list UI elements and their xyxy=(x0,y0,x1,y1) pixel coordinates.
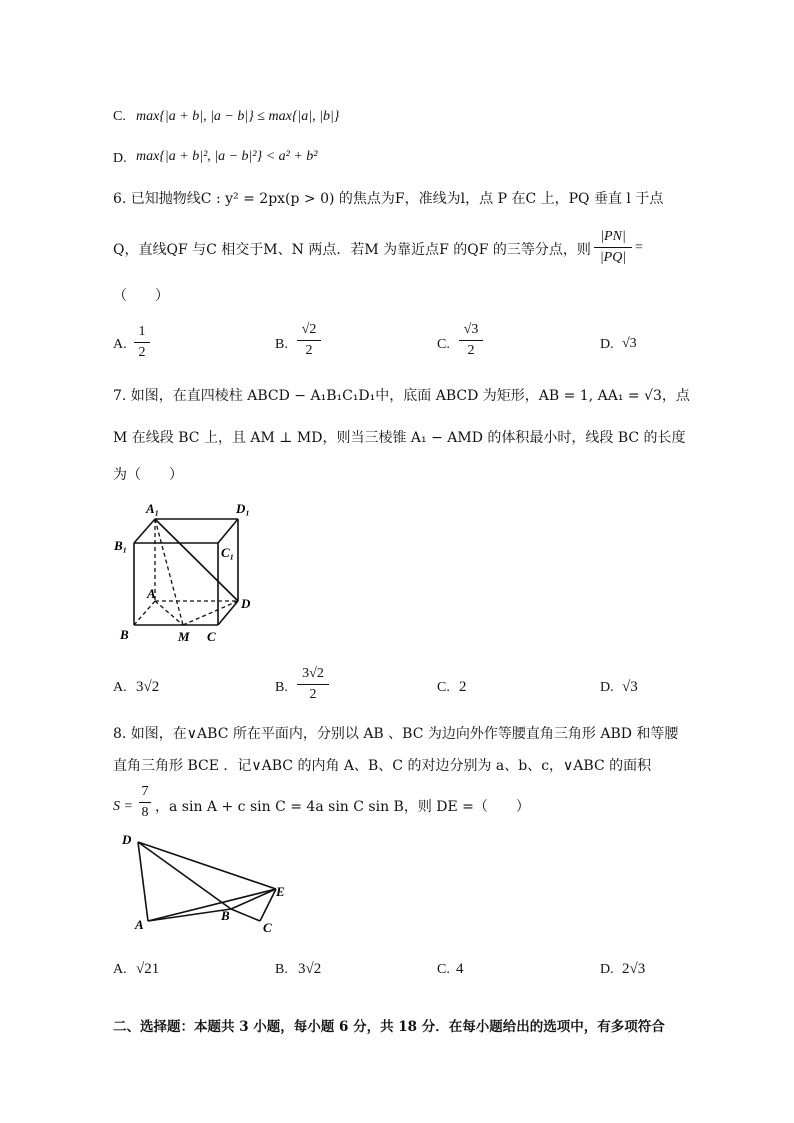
q8-stem-line2: 直角三角形 BCE ．记∨ABC 的内角 A、B、C 的对边分别为 a、b、c，∨ABC 的面积 xyxy=(113,758,652,774)
q7-optC-value: 2 xyxy=(459,679,467,695)
q8-area-num: 7 xyxy=(141,784,149,799)
q7-optA-letter: A. xyxy=(113,680,127,695)
q6-optB-letter: B. xyxy=(275,337,288,352)
q6-optC-fraction xyxy=(459,323,483,358)
q8-optA-letter: A. xyxy=(113,962,127,977)
q7-optB-num: 3√2 xyxy=(302,666,324,681)
q6-optD-value: √3 xyxy=(622,336,637,351)
q6-stem-line2: Q，直线QF 与C 相交于M、N 两点．若M 为靠近点F 的QF 的三等分点，则 xyxy=(113,242,591,258)
q6-answer-paren: （ ） xyxy=(113,288,169,304)
q7-stem-line1: 7. 如图，在直四棱柱 ABCD − A₁B₁C₁D₁中，底面 ABCD 为矩形，AB = 1, AA₁ = √3，点 xyxy=(113,388,690,404)
q6-optB-num: √2 xyxy=(301,322,317,337)
q5-optC-expression: max{|a + b|, |a − b|} ≤ max{|a|, |b|} xyxy=(136,109,340,124)
q5-optD-letter: D. xyxy=(113,151,127,166)
q8-optC-letter: C. xyxy=(437,962,450,977)
q8-area-fraction xyxy=(139,785,151,820)
q6-optA-letter: A. xyxy=(113,337,127,352)
q6-ratio-denominator: |PQ| xyxy=(599,250,627,265)
q7-prism-figure xyxy=(108,496,268,646)
q8-label-C: C xyxy=(263,920,272,935)
q7-stem-line3: 为（ ） xyxy=(113,467,183,483)
q8-optD-letter: D. xyxy=(600,962,614,977)
q6-optC-letter: C. xyxy=(437,337,450,352)
q7-stem-line2: M 在线段 BC 上，且 AM ⊥ MD，则当三棱锥 A₁ − AMD 的体积最小时，线段 BC 的长度 xyxy=(113,430,686,446)
q6-optA-den: 2 xyxy=(138,345,146,360)
q7-optC-letter: C. xyxy=(437,680,450,695)
q6-optA-fraction xyxy=(134,325,150,360)
q7-label-A1: A₁ xyxy=(146,501,160,516)
q7-label-M: M xyxy=(178,629,190,644)
q7-optB-letter: B. xyxy=(275,680,288,695)
q8-optD-value: 2√3 xyxy=(622,961,646,977)
q8-label-B: B xyxy=(221,908,230,923)
q6-stem-line1: 6. 已知抛物线C : y² = 2px(p > 0) 的焦点为F，准线为l，点 P 在C 上，PQ 垂直 l 于点 xyxy=(113,191,664,207)
q7-optD-value: √3 xyxy=(622,679,638,695)
q6-optB-den: 2 xyxy=(305,343,313,358)
q7-optD-letter: D. xyxy=(600,680,614,695)
q8-stem-line1: 8. 如图，在∨ABC 所在平面内，分别以 AB 、BC 为边向外作等腰直角三角形 ABD 和等腰 xyxy=(113,726,679,742)
q8-area-den: 8 xyxy=(141,805,149,820)
q6-optA-num: 1 xyxy=(138,324,146,339)
q6-ratio-numerator: |PN| xyxy=(600,229,626,244)
q6-ratio-fraction xyxy=(594,230,632,265)
q8-label-A: A xyxy=(135,917,144,932)
q5-optD-expression: max{|a + b|², |a − b|²} < a² + b² xyxy=(136,149,318,164)
q7-label-B: B xyxy=(120,627,129,642)
q6-equals: = xyxy=(635,240,643,255)
q7-label-B1: B₁ xyxy=(114,538,128,553)
q5-optC-letter: C. xyxy=(113,109,126,124)
q7-label-A: A xyxy=(147,586,156,601)
q7-optB-den: 2 xyxy=(309,687,317,702)
q6-optB-fraction xyxy=(297,323,321,358)
q7-label-C: C xyxy=(207,629,216,644)
section2-heading: 二、选择题：本题共 3 小题，每小题 6 分，共 18 分．在每小题给出的选项中，有多项符合 xyxy=(113,1019,665,1035)
q8-condition: ，a sin A + c sin C = 4a sin C sin B，则 DE =（ ） xyxy=(155,799,530,815)
q6-optC-num: √3 xyxy=(463,322,479,337)
q8-triangle-figure xyxy=(118,830,298,938)
q7-label-D: D xyxy=(241,596,251,611)
q8-optC-value: 4 xyxy=(456,961,464,977)
q7-label-D1: D₁ xyxy=(236,501,250,516)
q8-area-prefix: S = xyxy=(113,799,133,814)
q8-optB-letter: B. xyxy=(275,962,288,977)
q8-label-D: D xyxy=(122,832,132,847)
q7-optA-value: 3√2 xyxy=(136,679,160,695)
q7-label-C1: C₁ xyxy=(221,545,235,560)
q8-optA-value: √21 xyxy=(136,961,160,977)
q8-label-E: E xyxy=(276,884,285,899)
q6-optC-den: 2 xyxy=(467,343,475,358)
q6-optD-letter: D. xyxy=(600,337,614,352)
q7-optB-fraction xyxy=(297,667,329,702)
q8-optB-value: 3√2 xyxy=(298,961,322,977)
